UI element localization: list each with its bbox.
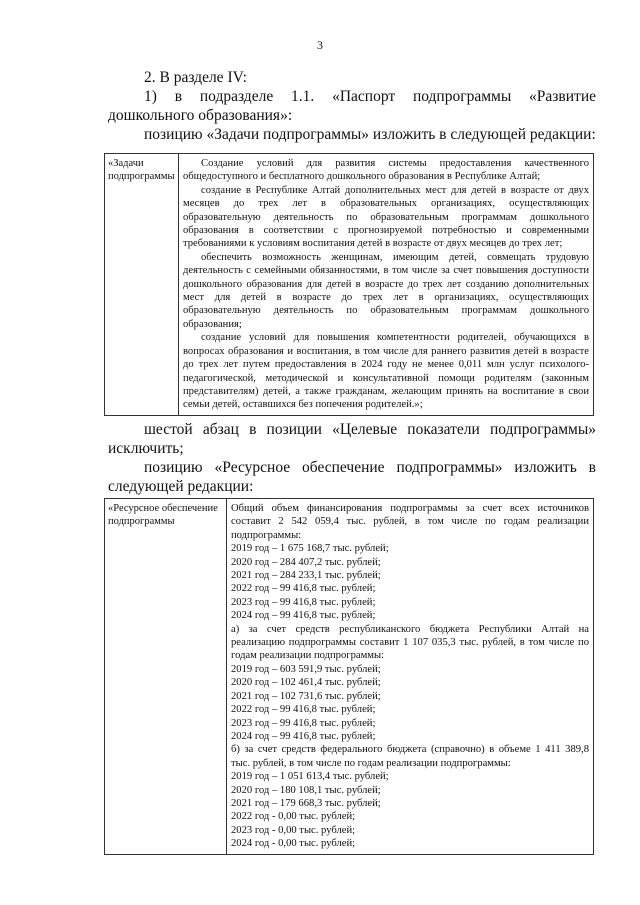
year-line: 2022 год - 0,00 тыс. рублей; <box>231 811 356 823</box>
tasks-table <box>104 153 594 416</box>
year-line: 2024 год – 99 416,8 тыс. рублей; <box>231 610 376 622</box>
year-line: 2024 год – 99 416,8 тыс. рублей; <box>231 730 376 742</box>
task-paragraph: создание условий для повышения компетентности родителей, обучающихся в вопросах образования и воспитания, в том числе для раннего развития детей в возрасте до трех лет путем предоставления в 2024 году не менее 0,011 млн услуг психолого-педагогической, методической и консультативной помощи родителям (законным представителям) детей, а также гражданам, желающим принять на воспитание в свои семьи детей, оставшихся без попечения родителей.»; <box>183 332 589 411</box>
year-line: 2024 год - 0,00 тыс. рублей; <box>231 838 356 850</box>
resources-instruction: позицию «Ресурсное обеспечение подпрограммы» изложить в следующей редакции: <box>108 459 596 495</box>
task-paragraph: создание в Республике Алтай дополнительных мест для детей в возрасте от двух месяцев до трех лет в образовательных организациях, осуществляющих образовательную деятельность по образовательным программам дошкольного образования в соответствии с прогнозируемой потребностью и современными требованиями к условиям воспитания детей в возрасте от двух месяцев до трех лет; <box>183 184 589 250</box>
year-line: 2022 год – 99 416,8 тыс. рублей; <box>231 704 376 716</box>
tasks-content <box>179 154 593 415</box>
year-line: 2020 год – 180 108,1 тыс. рублей; <box>231 784 381 796</box>
year-line: 2020 год – 284 407,2 тыс. рублей; <box>231 556 381 568</box>
year-line: 2019 год – 1 051 613,4 тыс. рублей; <box>231 771 389 783</box>
tasks-label: «Задачи подпрограммы <box>105 154 179 415</box>
year-line: 2020 год – 102 461,4 тыс. рублей; <box>231 677 381 689</box>
year-line: 2021 год – 284 233,1 тыс. рублей; <box>231 570 381 582</box>
resources-label: «Ресурсное обеспечение подпрограммы <box>105 499 227 854</box>
year-line: 2021 год – 102 731,6 тыс. рублей; <box>231 690 381 702</box>
resources-table <box>104 498 594 855</box>
task-paragraph: обеспечить возможность женщинам, имеющим детей, совмещать трудовую деятельность с семейными обязанностями, в том числе за счет повышения доступности дошкольного образования для детей в возрасте до трех лет созданию дополнительных мест для детей в возрасте до трех лет в организациях, осуществляющих образовательную деятельность по образовательным программам дошкольного образования; <box>183 251 589 330</box>
total-financing: Общий объем финансирования подпрограммы за счет всех источников составит 2 542 059,4 тыс. рублей, в том числе по годам реализации подпрограммы: <box>231 503 589 541</box>
instruction-paragraph: позицию «Задачи подпрограммы» изложить в следующей редакции: <box>144 126 596 143</box>
subsection-paragraph: 1) в подразделе 1.1. «Паспорт подпрограммы «Развитие дошкольного образования»: <box>108 88 596 124</box>
year-line: 2023 год – 99 416,8 тыс. рублей; <box>231 596 376 608</box>
year-line: 2023 год - 0,00 тыс. рублей; <box>231 824 356 836</box>
page-number: 3 <box>317 38 323 52</box>
year-line: 2023 год – 99 416,8 тыс. рублей; <box>231 717 376 729</box>
year-line: 2019 год – 1 675 168,7 тыс. рублей; <box>231 543 389 555</box>
year-line: 2021 год – 179 668,3 тыс. рублей; <box>231 797 381 809</box>
year-line: 2019 год – 603 591,9 тыс. рублей; <box>231 663 381 675</box>
exclude-paragraph: шестой абзац в позиции «Целевые показатели подпрограммы» исключить; <box>108 421 596 457</box>
republic-budget: а) за счет средств республиканского бюджета Республики Алтай на реализацию подпрограммы составит 1 107 035,3 тыс. рублей, в том числе по годам реализации подпрограммы: <box>231 623 589 662</box>
task-paragraph: Создание условий для развития системы предоставления качественного общедоступного и бесплатного дошкольного образования в Республике Алтай; <box>183 158 589 183</box>
section-heading: 2. В разделе IV: <box>144 69 247 86</box>
federal-budget: б) за счет средств федерального бюджета (справочно) в объеме 1 411 389,8 тыс. рублей, в том числе по годам реализации подпрограммы: <box>231 744 589 769</box>
year-line: 2022 год – 99 416,8 тыс. рублей; <box>231 583 376 595</box>
resources-content <box>227 499 593 854</box>
